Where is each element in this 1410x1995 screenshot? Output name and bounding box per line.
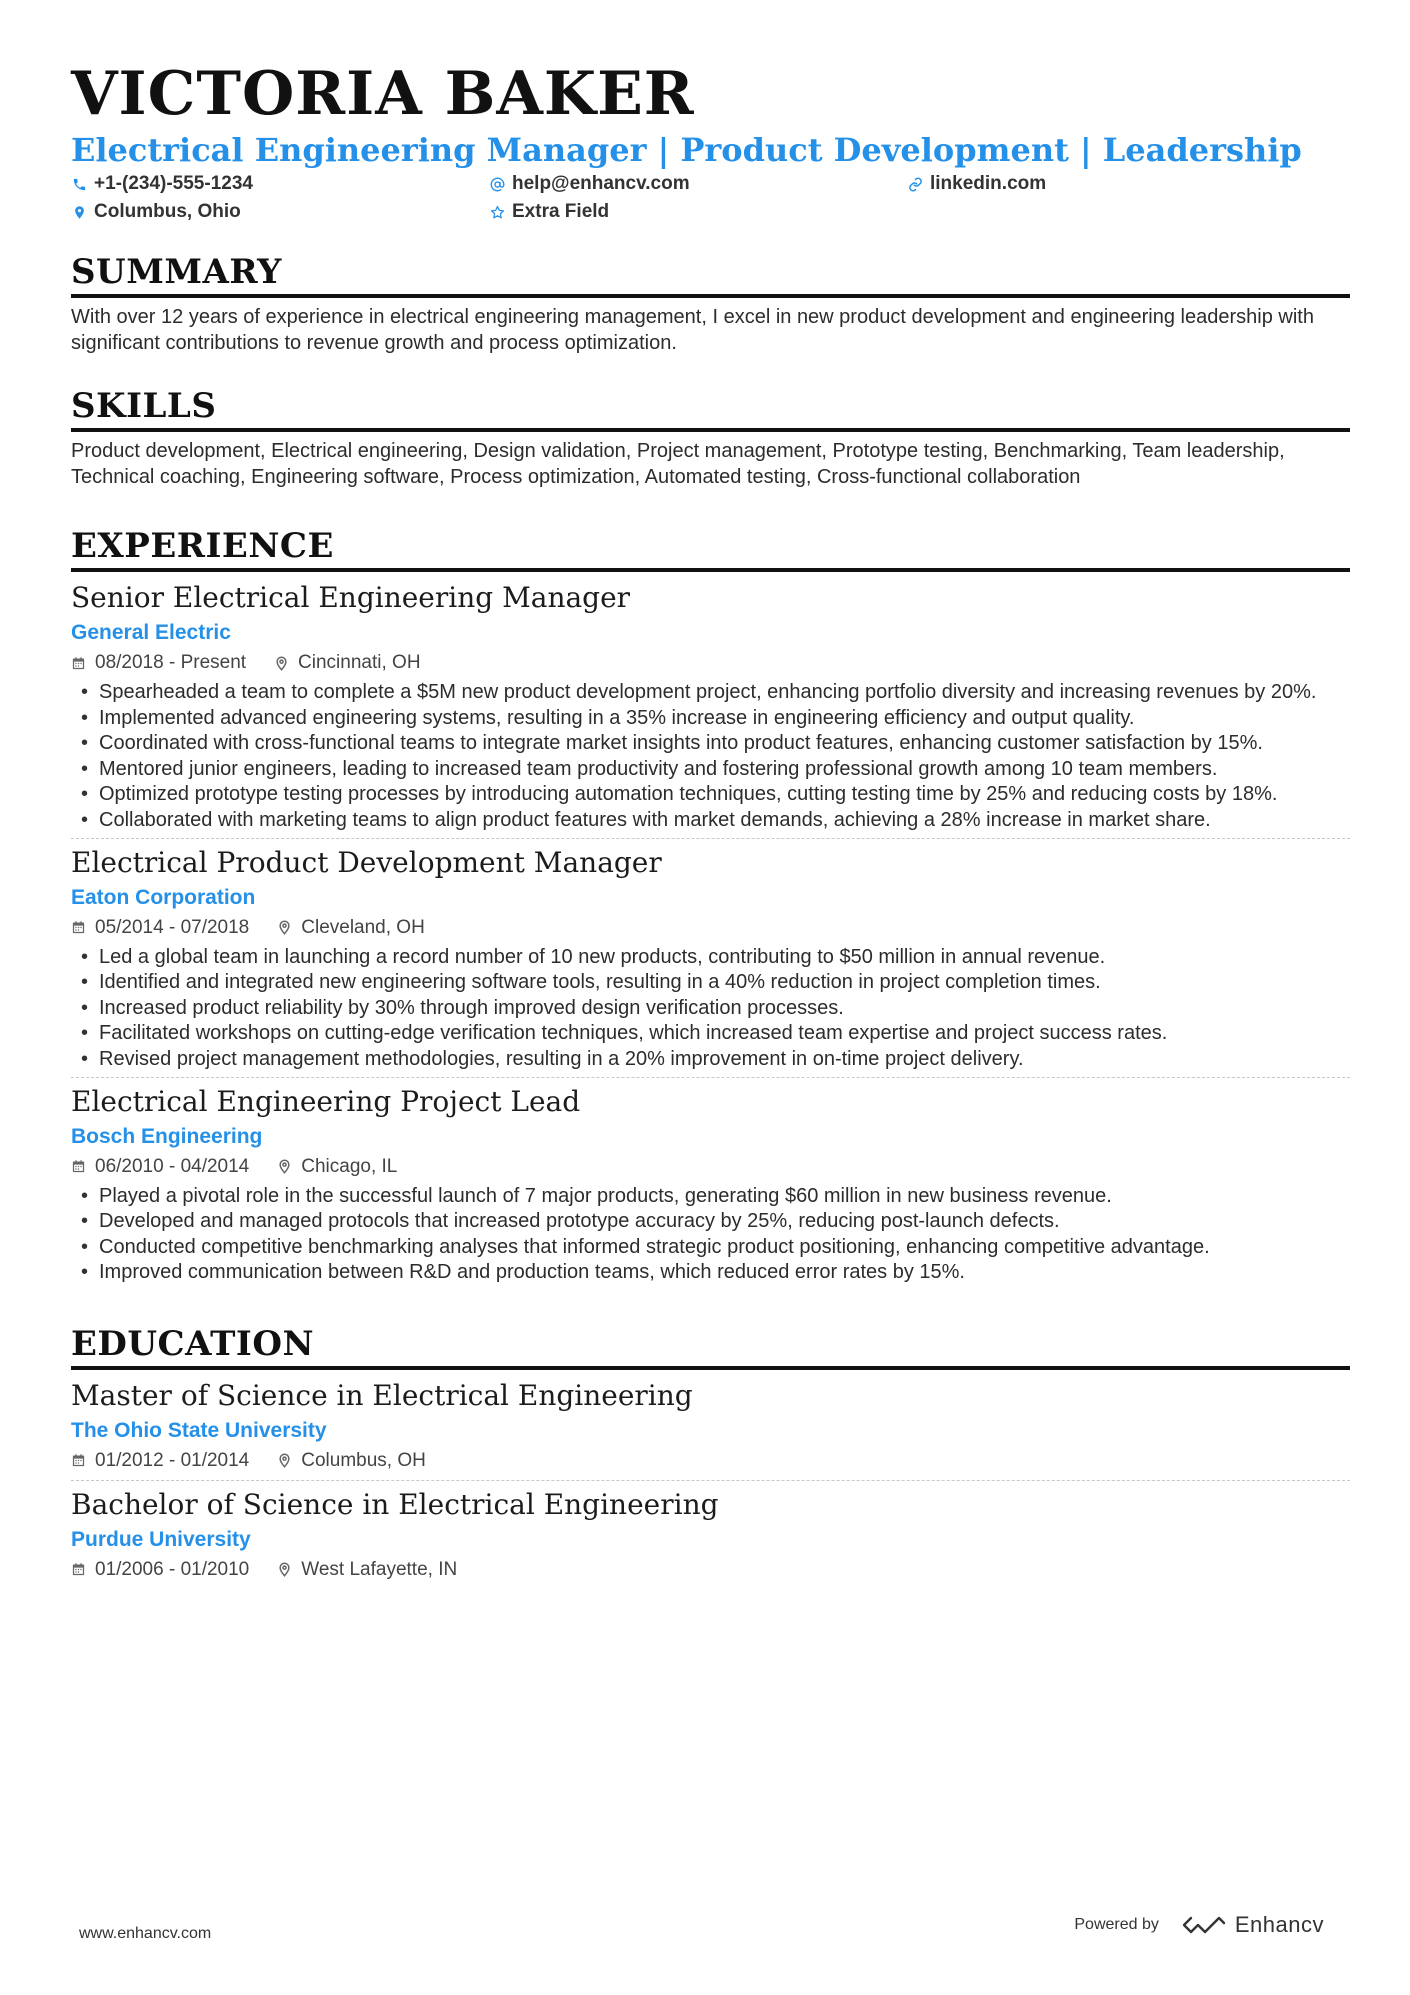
linkedin-contact[interactable]	[907, 172, 1207, 196]
list-item: • Increased product reliability by 30% through improved design verification processes.	[99, 996, 1350, 1022]
map-pin-icon	[277, 1453, 293, 1469]
calendar-icon	[71, 1562, 87, 1578]
phone-contact[interactable]	[71, 172, 489, 196]
job-meta	[71, 1152, 1350, 1182]
list-item: • Improved communication between R&D and production teams, which reduced error rates by 15%.	[99, 1260, 1350, 1286]
enhancv-logo-icon	[1181, 1912, 1227, 1938]
map-pin-icon	[274, 655, 290, 671]
enhancv-logo[interactable]	[1181, 1912, 1324, 1938]
calendar-icon	[71, 655, 87, 671]
list-item: • Identified and integrated new engineering software tools, resulting in a 40% reduction in project completion times.	[99, 970, 1350, 996]
calendar-icon	[71, 1159, 87, 1175]
education-location-text: West Lafayette, IN	[301, 1558, 458, 1580]
extra-contact	[489, 200, 907, 224]
star-icon	[489, 204, 505, 220]
list-item: • Revised project management methodologies, resulting in a 20% improvement in on-time project delivery.	[99, 1047, 1350, 1073]
education-entry	[71, 1376, 1350, 1480]
enhancv-brand-text: Enhancv	[1234, 1912, 1324, 1937]
map-pin-icon	[277, 1562, 293, 1578]
list-item: • Mentored junior engineers, leading to increased team productivity and fostering professional growth among 10 team members.	[99, 757, 1350, 783]
summary-text: With over 12 years of experience in electrical engineering management, I excel in new product development and engineering leadership with significant contributions to revenue growth and process optimization.	[71, 306, 1314, 354]
job-bullets	[71, 945, 1350, 1073]
experience-entry	[71, 838, 1350, 1077]
job-location	[277, 913, 425, 943]
job-dates: 08/2018 - Present	[95, 652, 247, 673]
job-bullets	[71, 680, 1350, 834]
extra-text: Extra Field	[512, 201, 610, 222]
job-meta	[71, 648, 1350, 678]
skills-text: Product development, Electrical engineering, Design validation, Project management, Prototype testing, Benchmarking, Team leadership, Technical coaching, Engineering software, Process optimization, Automated testing, Cross-functional collaboration	[71, 440, 1285, 488]
job-title: Electrical Engineering Project Lead	[71, 1084, 581, 1118]
contact-info	[71, 172, 1350, 224]
phone-text: +1-(234)-555-1234	[94, 173, 253, 194]
experience-title: EXPERIENCE	[71, 526, 334, 566]
education-dates: 01/2012 - 01/2014	[95, 1449, 250, 1471]
education-meta	[71, 1446, 1350, 1476]
map-pin-icon	[71, 204, 87, 220]
summary-section	[71, 252, 1350, 356]
skills-title: SKILLS	[71, 386, 217, 426]
list-item: • Conducted competitive benchmarking analyses that informed strategic product positioning, enhancing competitive advantage.	[99, 1235, 1350, 1261]
company-name: General Electric	[71, 621, 231, 644]
linkedin-text: linkedin.com	[930, 173, 1047, 194]
list-item: • Coordinated with cross-functional teams to integrate market insights into product features, enhancing customer satisfaction by 15%.	[99, 731, 1350, 757]
company-name: Eaton Corporation	[71, 885, 256, 909]
school-name: Purdue University	[71, 1527, 251, 1551]
section-divider	[71, 428, 1350, 432]
list-item: • Collaborated with marketing teams to align product features with market demands, achieving a 28% increase in market share.	[99, 808, 1350, 834]
section-divider	[71, 294, 1350, 298]
education-location	[277, 1555, 457, 1585]
job-title: Senior Electrical Engineering Manager	[71, 581, 631, 614]
education-entry	[71, 1480, 1350, 1589]
email-contact[interactable]	[489, 172, 907, 196]
section-divider	[71, 1366, 1350, 1370]
section-divider	[71, 568, 1350, 572]
list-item: • Facilitated workshops on cutting-edge verification techniques, which increased team expertise and project success rates.	[99, 1021, 1350, 1047]
job-bullets	[71, 1184, 1350, 1286]
location-contact	[71, 200, 489, 224]
headline: Electrical Engineering Manager | Product Development | Leadership	[71, 131, 1302, 169]
experience-section	[71, 526, 1350, 1290]
email-text: help@enhancv.com	[512, 173, 690, 194]
job-dates: 06/2010 - 04/2014	[95, 1155, 250, 1177]
skills-section	[71, 386, 1350, 490]
calendar-icon	[71, 1453, 87, 1469]
location-text: Columbus, Ohio	[94, 201, 241, 222]
footer-website[interactable]: www.enhancv.com	[79, 1925, 212, 1942]
education-dates: 01/2006 - 01/2010	[95, 1558, 250, 1580]
education-location-text: Columbus, OH	[301, 1449, 426, 1471]
list-item: • Played a pivotal role in the successful launch of 7 major products, generating $60 million in new business revenue.	[99, 1184, 1350, 1210]
list-item: • Spearheaded a team to complete a $5M new product development project, enhancing portfolio diversity and increasing revenues by 20%.	[99, 680, 1350, 706]
school-name: The Ohio State University	[71, 1418, 327, 1442]
job-title: Electrical Product Development Manager	[71, 845, 662, 879]
summary-title: SUMMARY	[71, 252, 282, 292]
job-location	[277, 1152, 397, 1182]
list-item: • Led a global team in launching a record number of 10 new products, contributing to $50 million in annual revenue.	[99, 945, 1350, 971]
experience-entry	[71, 1077, 1350, 1290]
phone-icon	[71, 176, 87, 192]
map-pin-icon	[277, 1159, 293, 1175]
map-pin-icon	[277, 920, 293, 936]
job-meta	[71, 913, 1350, 943]
list-item: • Implemented advanced engineering systems, resulting in a 35% increase in engineering efficiency and output quality.	[99, 706, 1350, 732]
education-meta	[71, 1555, 1350, 1585]
powered-by-label: Powered by	[1074, 1916, 1159, 1933]
footer-branding	[1074, 1912, 1324, 1938]
list-item: • Optimized prototype testing processes by introducing automation techniques, cutting testing time by 25% and reducing costs by 18%.	[99, 782, 1350, 808]
job-dates: 05/2014 - 07/2018	[95, 916, 250, 938]
job-location-text: Cincinnati, OH	[298, 652, 421, 673]
company-name: Bosch Engineering	[71, 1124, 263, 1148]
degree-title: Bachelor of Science in Electrical Engineering	[71, 1487, 719, 1521]
education-title: EDUCATION	[71, 1323, 315, 1364]
degree-title: Master of Science in Electrical Engineering	[71, 1378, 693, 1412]
education-section	[71, 1324, 1350, 1589]
job-location	[274, 648, 421, 678]
at-icon	[489, 176, 505, 192]
calendar-icon	[71, 920, 87, 936]
experience-entry	[71, 578, 1350, 838]
job-location-text: Cleveland, OH	[301, 916, 425, 938]
candidate-name: VICTORIA BAKER	[71, 59, 695, 129]
link-icon	[907, 176, 923, 192]
job-location-text: Chicago, IL	[301, 1155, 398, 1177]
list-item: • Developed and managed protocols that increased prototype accuracy by 25%, reducing post-launch defects.	[99, 1209, 1350, 1235]
education-location	[277, 1446, 426, 1476]
